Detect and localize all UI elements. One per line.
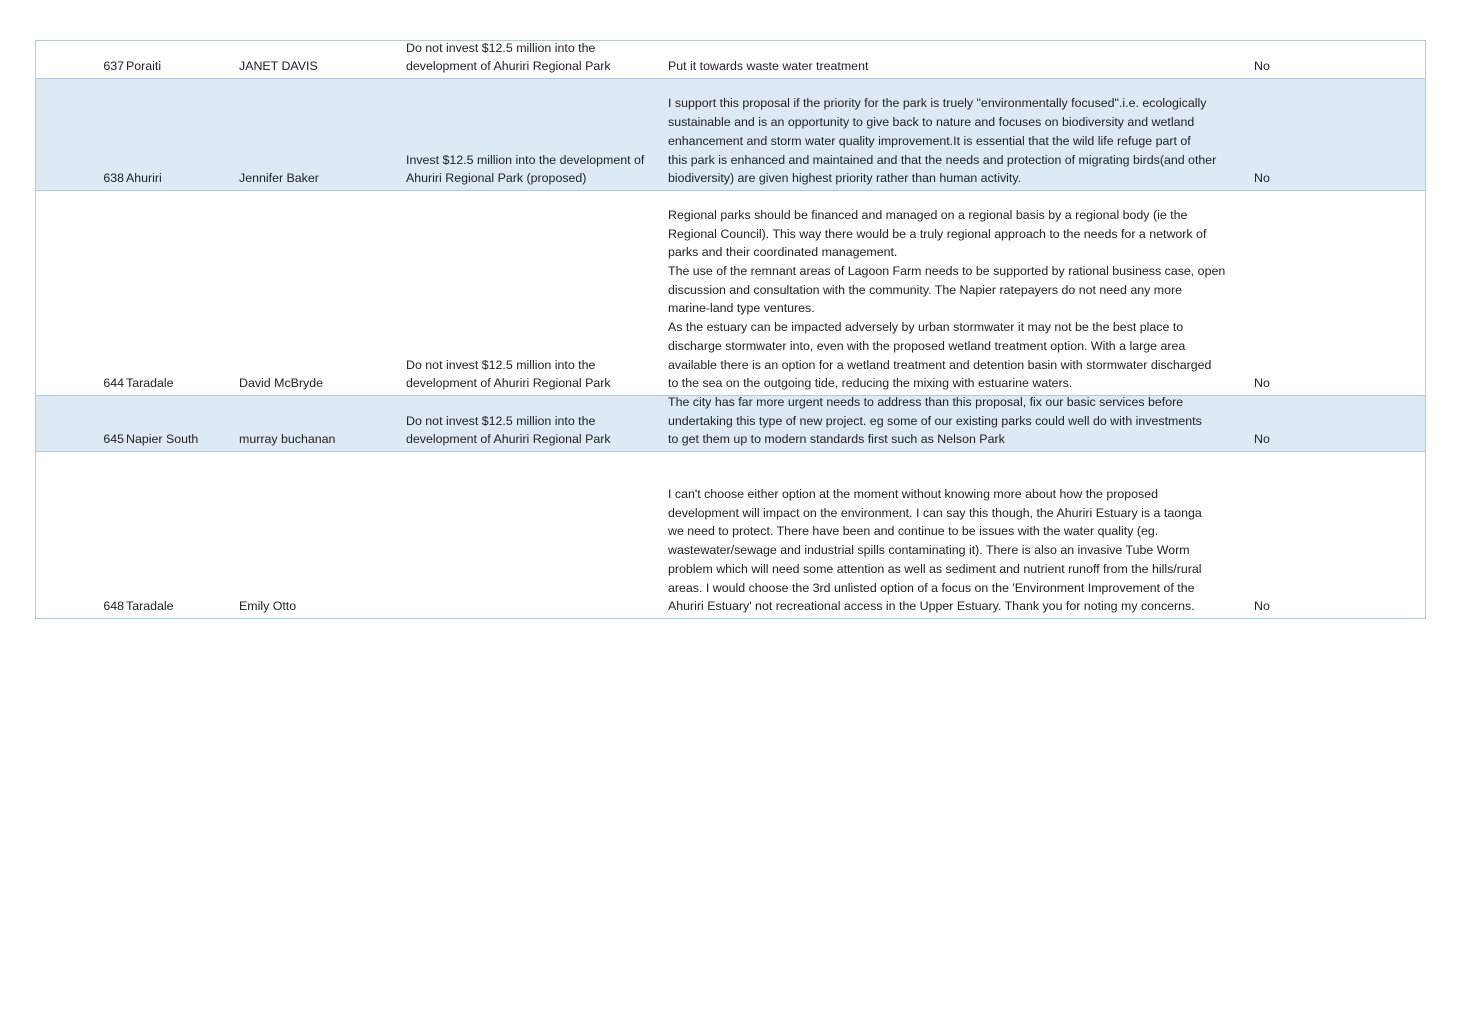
submission-answer: No bbox=[1254, 432, 1270, 447]
submitter-name: murray buchanan bbox=[239, 432, 336, 447]
submission-id: 638 bbox=[103, 171, 124, 186]
submission-answer: No bbox=[1254, 376, 1270, 391]
submission-id: 644 bbox=[103, 376, 124, 391]
table-row bbox=[36, 190, 1425, 395]
submission-suburb: Poraiti bbox=[126, 59, 162, 74]
submitter-name: JANET DAVIS bbox=[239, 59, 318, 74]
submitter-name: David McBryde bbox=[239, 376, 324, 391]
submitter-name: Jennifer Baker bbox=[239, 171, 319, 186]
selected-option: Invest $12.5 million into the development of Ahuriri Regional Park (proposed) bbox=[406, 152, 645, 186]
submission-comment: Regional parks should be financed and managed on a regional basis by a regional body (ie the Regional Council). This way there would be a truly regional approach to the needs for a network of parks and their coordinated management. The use of the remnant areas of Lagoon Farm needs to be supported by rational business case, open discussion and consultation with the community. The Napier ratepayers do not need any more marine-land type ventures. As the estuary can be impacted adversely by urban stormwater it may not be the best place to discharge stormwater into, even with the proposed wetland treatment option. With a large area available there is an option for a wetland treatment and detention basin with stormwater discharged to the sea on the outgoing tide, reducing the mixing with estuarine waters. bbox=[668, 207, 1226, 391]
submission-comment: Put it towards waste water treatment bbox=[668, 59, 869, 74]
submitter-name: Emily Otto bbox=[239, 599, 297, 614]
table-row bbox=[36, 395, 1425, 451]
selected-option: Do not invest $12.5 million into the development of Ahuriri Regional Park bbox=[406, 413, 611, 447]
table-row bbox=[36, 78, 1425, 190]
table-row bbox=[36, 41, 1425, 78]
submission-suburb: Napier South bbox=[126, 432, 199, 447]
submission-comment: I support this proposal if the priority for the park is truely "environmentally focused".i.e. ecologically sustainable and is an opportunity to give back to nature and focuses on biodiversity and wetland enhancement and storm water quality improvement.It is essential that the wild life refuge part of this park is enhanced and maintained and that the needs and protection of migrating birds(and other biodiversity) are given highest priority rather than human activity. bbox=[668, 96, 1217, 186]
submission-comment: I can't choose either option at the moment without knowing more about how the proposed development will impact on the environment. I can say this though, the Ahuriri Estuary is a taonga we need to protect. There have been and continue to be issues with the water quality (eg. wastewater/sewage and industrial spills contaminating it). There is also an invasive Tube Worm problem which will need some attention as well as sediment and nutrient runoff from the hills/rural areas. I would choose the 3rd unlisted option of a focus on the 'Environment Improvement of the Ahuriri Estuary' not recreational access in the Upper Estuary. Thank you for noting my concerns. bbox=[668, 487, 1202, 614]
submission-suburb: Taradale bbox=[126, 599, 174, 614]
submissions-table bbox=[35, 40, 1426, 619]
submission-suburb: Ahuriri bbox=[126, 171, 162, 186]
submission-comment: The city has far more urgent needs to address than this proposal, fix our basic services before undertaking this type of new project. eg some of our existing parks could well do with investments to get them up to modern standards first such as Nelson Park bbox=[668, 394, 1202, 447]
submission-id: 637 bbox=[103, 59, 124, 74]
submission-answer: No bbox=[1254, 171, 1270, 186]
submission-id: 645 bbox=[103, 432, 124, 447]
submission-suburb: Taradale bbox=[126, 376, 174, 391]
submission-id: 648 bbox=[103, 599, 124, 614]
selected-option: Do not invest $12.5 million into the development of Ahuriri Regional Park bbox=[406, 357, 611, 391]
submission-answer: No bbox=[1254, 59, 1270, 74]
submission-answer: No bbox=[1254, 599, 1270, 614]
table-row bbox=[36, 451, 1425, 618]
selected-option: Do not invest $12.5 million into the development of Ahuriri Regional Park bbox=[406, 40, 611, 74]
